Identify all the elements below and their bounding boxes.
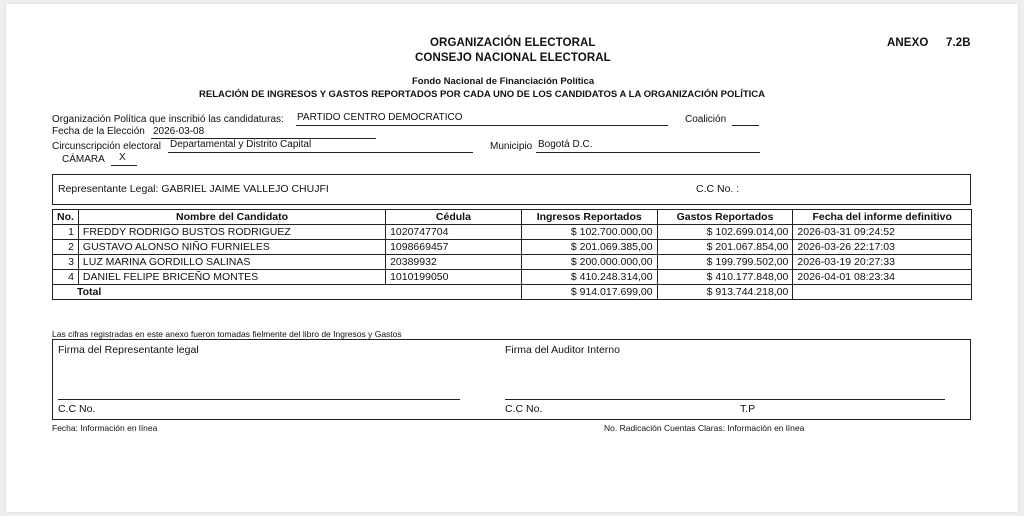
rep-signature-label: Firma del Representante legal xyxy=(58,344,199,356)
footer-date: Fecha: Información en línea xyxy=(52,423,158,433)
municipality-value: Bogotá D.C. xyxy=(538,139,593,150)
mun-underline xyxy=(536,152,760,153)
total-empty-cell xyxy=(793,285,972,300)
cell-report-date: 2026-03-31 09:24:52 xyxy=(793,225,972,240)
cell-name: FREDDY RODRIGO BUSTOS RODRIGUEZ xyxy=(78,225,385,240)
cell-no: 1 xyxy=(53,225,79,240)
chamber-value: X xyxy=(119,152,126,163)
cell-expense: $ 201.067.854,00 xyxy=(657,240,793,255)
cell-no: 4 xyxy=(53,270,79,285)
org-value: PARTIDO CENTRO DEMOCRATICO xyxy=(297,112,463,123)
cell-report-date: 2026-04-01 08:23:34 xyxy=(793,270,972,285)
council-title: CONSEJO NACIONAL ELECTORAL xyxy=(415,52,611,64)
col-header-expense: Gastos Reportados xyxy=(657,210,793,225)
election-date-label: Fecha de la Elección xyxy=(52,126,145,137)
cell-report-date: 2026-03-19 20:27:33 xyxy=(793,255,972,270)
cell-name: GUSTAVO ALONSO NIÑO FURNIELES xyxy=(78,240,385,255)
auditor-tp-field: T.P xyxy=(740,403,756,415)
col-header-no: No. xyxy=(53,210,79,225)
table-total-row xyxy=(53,285,972,300)
relation-title: RELACIÓN DE INGRESOS Y GASTOS REPORTADOS POR CADA UNO DE LOS CANDIDATOS A LA ORGANIZACIÓN POLÍTICA xyxy=(199,89,765,100)
total-expense: $ 913.744.218,00 xyxy=(657,285,793,300)
coalition-underline xyxy=(732,125,759,126)
table-row xyxy=(53,255,972,270)
annex-label: ANEXO xyxy=(887,37,929,49)
rep-cc-label: C.C No. : xyxy=(696,183,740,195)
auditor-cc-field: C.C No. xyxy=(505,403,543,415)
coalition-label: Coalición xyxy=(685,114,727,125)
cell-income: $ 102.700.000,00 xyxy=(521,225,657,240)
table-row xyxy=(53,270,972,285)
footer-radicacion: No. Radicación Cuentas Claras: Información en línea xyxy=(604,423,805,433)
cell-no: 2 xyxy=(53,240,79,255)
chamber-underline xyxy=(111,165,137,166)
chamber-label: CÁMARA xyxy=(62,154,105,165)
cell-id: 1020747704 xyxy=(386,225,522,240)
cell-expense: $ 410.177.848,00 xyxy=(657,270,793,285)
auditor-signature-line xyxy=(505,399,945,400)
cell-id: 20389932 xyxy=(386,255,522,270)
document-page xyxy=(6,4,1018,512)
cell-name: DANIEL FELIPE BRICEÑO MONTES xyxy=(78,270,385,285)
ledger-note: Las cifras registradas en este anexo fueron tomadas fielmente del libro de Ingresos y Gastos xyxy=(52,329,402,339)
cell-no: 3 xyxy=(53,255,79,270)
col-header-name: Nombre del Candidato xyxy=(78,210,385,225)
candidates-table xyxy=(52,209,972,300)
cell-income: $ 201.069.385,00 xyxy=(521,240,657,255)
cell-name: LUZ MARINA GORDILLO SALINAS xyxy=(78,255,385,270)
org-underline xyxy=(296,125,668,126)
col-header-id: Cédula xyxy=(386,210,522,225)
rep-name: GABRIEL JAIME VALLEJO CHUJFI xyxy=(161,183,329,195)
circ-underline xyxy=(168,152,473,153)
table-header-row xyxy=(53,210,972,225)
col-header-income: Ingresos Reportados xyxy=(521,210,657,225)
election-date-value: 2026-03-08 xyxy=(153,126,205,137)
cell-income: $ 200.000.000,00 xyxy=(521,255,657,270)
fund-title: Fondo Nacional de Financiación Política xyxy=(412,76,595,87)
total-label: Total xyxy=(53,285,522,300)
org-label: Organización Política que inscribió las candidaturas: xyxy=(52,114,284,125)
rep-signature-line xyxy=(58,399,460,400)
table-row xyxy=(53,225,972,240)
auditor-signature-label: Firma del Auditor Interno xyxy=(505,344,620,356)
total-income: $ 914.017.699,00 xyxy=(521,285,657,300)
col-header-report-date: Fecha del informe definitivo xyxy=(793,210,972,225)
representative-label xyxy=(58,183,329,195)
cell-expense: $ 102.699.014,00 xyxy=(657,225,793,240)
municipality-label: Municipio xyxy=(490,141,533,152)
cell-id: 1098669457 xyxy=(386,240,522,255)
cell-report-date: 2026-03-26 22:17:03 xyxy=(793,240,972,255)
circumscription-label: Circunscripción electoral xyxy=(52,141,161,152)
cell-id: 1010199050 xyxy=(386,270,522,285)
rep-label-text: Representante Legal: xyxy=(58,183,159,195)
org-title: ORGANIZACIÓN ELECTORAL xyxy=(430,37,596,49)
rep-cc-field: C.C No. xyxy=(58,403,96,415)
table-row xyxy=(53,240,972,255)
cell-income: $ 410.248.314,00 xyxy=(521,270,657,285)
cell-expense: $ 199.799.502,00 xyxy=(657,255,793,270)
circumscription-value: Departamental y Distrito Capital xyxy=(170,139,312,150)
annex-number: 7.2B xyxy=(946,37,971,49)
